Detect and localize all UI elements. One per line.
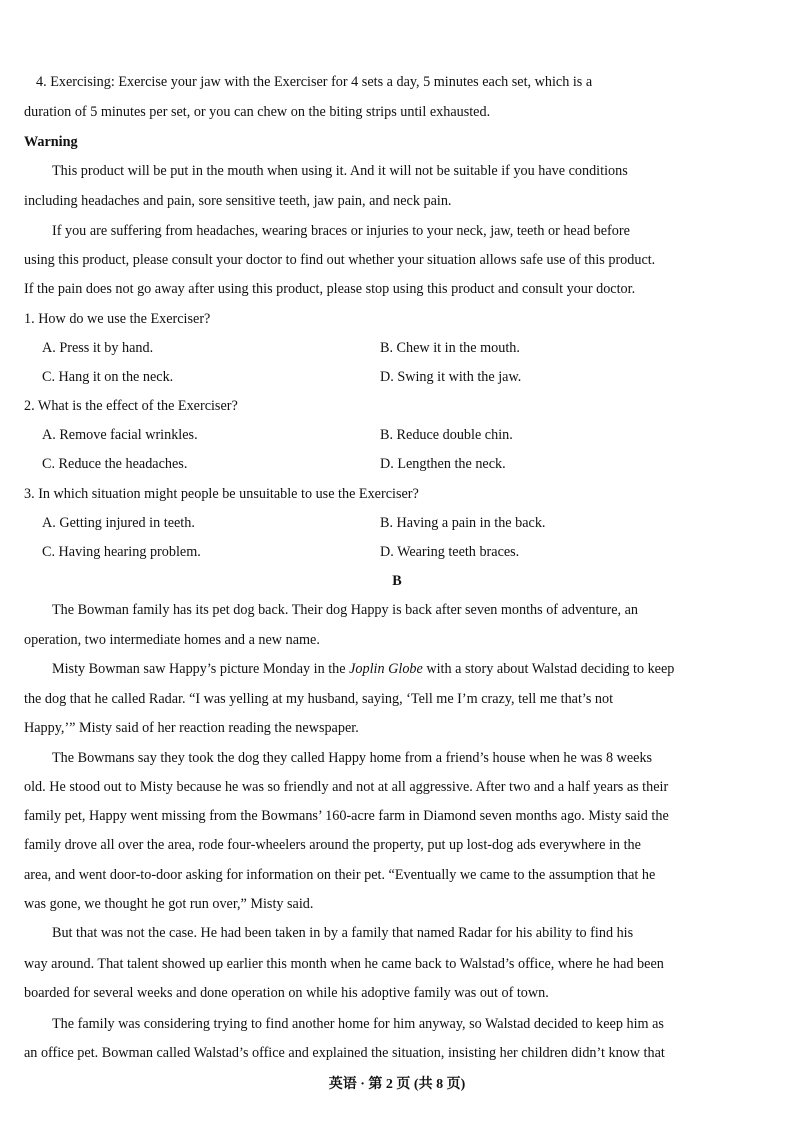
b-p3-line-6: was gone, we thought he got run over,” Misty said. — [24, 896, 314, 912]
question-3-option-a: A. Getting injured in teeth. — [42, 515, 195, 531]
b-p2-line-2: the dog that he called Radar. “I was yelling at my husband, saying, ‘Tell me I’m crazy, tell me that’s not — [24, 691, 614, 707]
b-p3-line-1: The Bowmans say they took the dog they called Happy home from a friend’s house when he was 8 weeks — [52, 750, 653, 766]
b-p3-line-3: family pet, Happy went missing from the Bowmans’ 160-acre farm in Diamond seven months ago. Misty said the — [24, 808, 669, 824]
b-p1-line-2: operation, two intermediate homes and a new name. — [24, 632, 320, 648]
question-1-option-d: D. Swing it with the jaw. — [380, 369, 522, 385]
question-3-stem: 3. In which situation might people be unsuitable to use the Exerciser? — [24, 486, 419, 502]
warning-p2-line-3: If the pain does not go away after using this product, please stop using this product and consult your doctor. — [24, 281, 636, 297]
b-p3-line-2: old. He stood out to Misty because he was so friendly and not at all aggressive. After two and a half years as their — [24, 779, 669, 795]
b-p2-line-3: Happy,’” Misty said of her reaction reading the newspaper. — [24, 720, 359, 736]
warning-heading: Warning — [24, 134, 78, 150]
b-p2-line-1-start: Misty Bowman saw Happy’s picture Monday in the — [52, 661, 350, 677]
page-footer: 英语 · 第 2 页 (共 8 页) — [328, 1077, 466, 1092]
b-p4-line-1: But that was not the case. He had been taken in by a family that named Radar for his ability to find his — [52, 925, 634, 941]
question-2-option-d: D. Lengthen the neck. — [380, 456, 506, 472]
question-1-option-b: B. Chew it in the mouth. — [380, 340, 520, 356]
b-p5-line-2: an office pet. Bowman called Walstad’s office and explained the situation, insisting her children didn’t know that — [24, 1045, 665, 1061]
b-p1-line-1: The Bowman family has its pet dog back. Their dog Happy is back after seven months of adventure, an — [52, 602, 638, 618]
question-2-option-b: B. Reduce double chin. — [380, 427, 513, 443]
b-p2-line-1 — [52, 660, 674, 678]
question-3-option-d: D. Wearing teeth braces. — [380, 544, 520, 560]
b-p4-line-3: boarded for several weeks and done operation on while his adoptive family was out of town. — [24, 985, 549, 1001]
item-4-line-2: duration of 5 minutes per set, or you can chew on the biting strips until exhausted. — [24, 104, 491, 120]
question-1-option-c: C. Hang it on the neck. — [42, 369, 174, 385]
b-p3-line-5: area, and went door-to-door asking for information on their pet. “Eventually we came to the assumption that he — [24, 867, 656, 883]
warning-p1-line-2: including headaches and pain, sore sensitive teeth, jaw pain, and neck pain. — [24, 193, 452, 209]
warning-p1-line-1: This product will be put in the mouth when using it. And it will not be suitable if you have conditions — [52, 163, 628, 179]
warning-p2-line-1: If you are suffering from headaches, wearing braces or injuries to your neck, jaw, teeth or head before — [52, 223, 630, 239]
question-1-stem: 1. How do we use the Exerciser? — [24, 311, 211, 327]
question-1-option-a: A. Press it by hand. — [42, 340, 154, 356]
question-2-option-c: C. Reduce the headaches. — [42, 456, 188, 472]
newspaper-title: Joplin Globe — [349, 661, 423, 677]
question-3-option-c: C. Having hearing problem. — [42, 544, 201, 560]
b-p4-line-2: way around. That talent showed up earlier this month when he came back to Walstad’s office, where he had been — [24, 956, 664, 972]
b-p3-line-4: family drove all over the area, rode four-wheelers around the property, put up lost-dog ads everywhere in the — [24, 837, 641, 853]
section-b-label: B — [392, 573, 402, 589]
b-p2-line-1-end: with a story about Walstad deciding to keep — [422, 661, 675, 677]
question-2-option-a: A. Remove facial wrinkles. — [42, 427, 198, 443]
question-3-option-b: B. Having a pain in the back. — [380, 515, 546, 531]
b-p5-line-1: The family was considering trying to find another home for him anyway, so Walstad decided to keep him as — [52, 1016, 664, 1032]
item-4-line-1: 4. Exercising: Exercise your jaw with the Exerciser for 4 sets a day, 5 minutes each set, which is a — [36, 74, 593, 90]
warning-p2-line-2: using this product, please consult your doctor to find out whether your situation allows safe use of this product. — [24, 252, 656, 268]
question-2-stem: 2. What is the effect of the Exerciser? — [24, 398, 238, 414]
